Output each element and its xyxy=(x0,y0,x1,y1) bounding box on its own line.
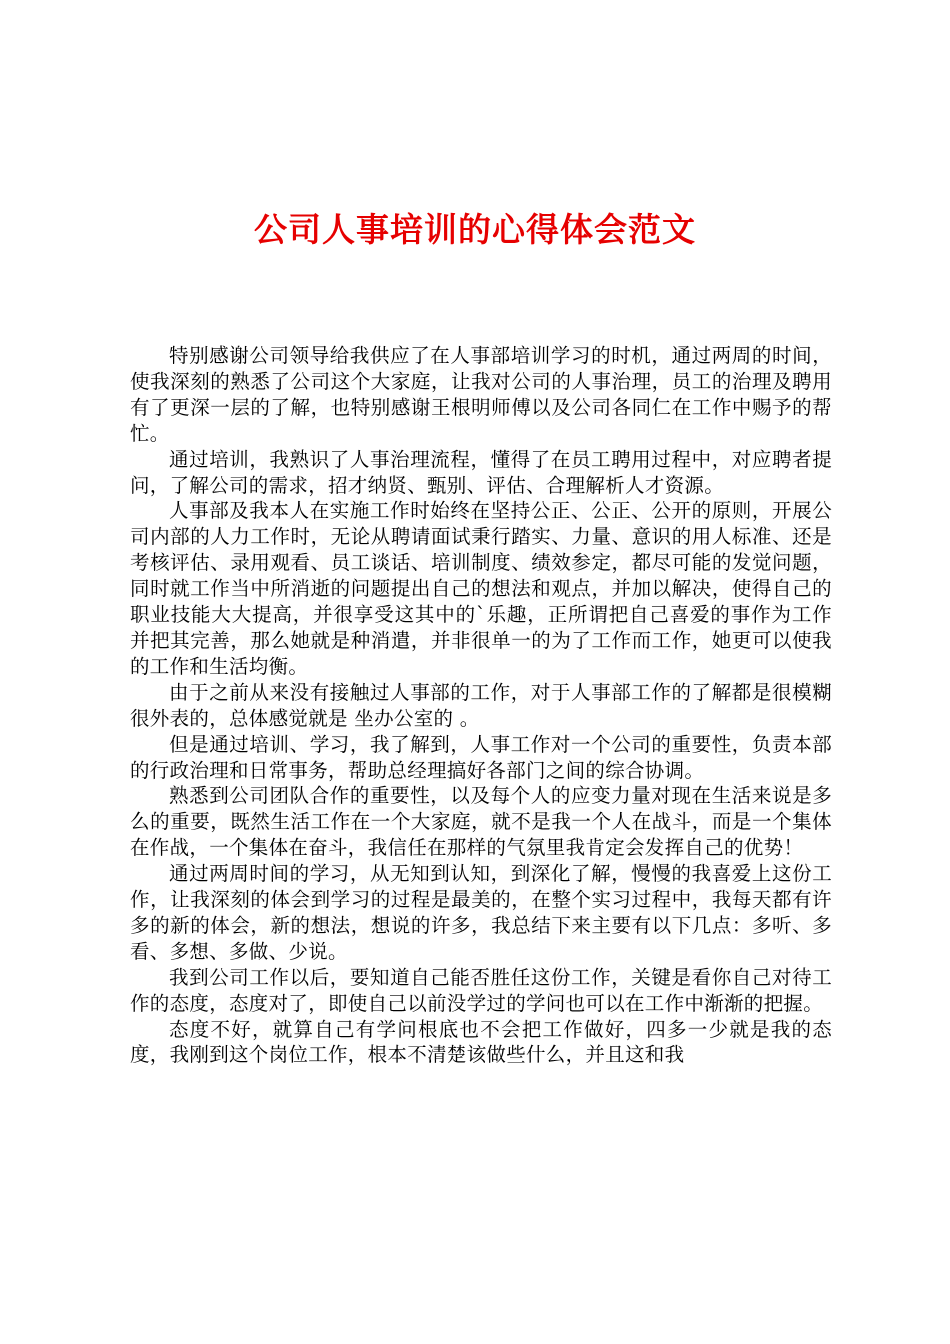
paragraph: 态度不好，就算自己有学问根底也不会把工作做好，四多一少就是我的态度，我刚到这个岗位工作，根本不清楚该做些什么，并且这和我 xyxy=(130,1017,832,1067)
paragraph: 通过培训，我熟识了人事治理流程，懂得了在员工聘用过程中，对应聘者提问，了解公司的需求，招才纳贤、甄别、评估、合理解析人才资源。 xyxy=(130,447,832,497)
paragraph: 熟悉到公司团队合作的重要性，以及每个人的应变力量对现在生活来说是多么的重要，既然生活工作在一个大家庭，就不是我一个人在战斗，而是一个集体在作战，一个集体在奋斗，我信任在那样的气氛里我肯定会发挥自己的优势！ xyxy=(130,784,832,860)
document-body xyxy=(130,343,832,1155)
paragraph: 通过两周时间的学习，从无知到认知，到深化了解，慢慢的我喜爱上这份工作，让我深刻的体会到学习的过程是最美的，在整个实习过程中，我每天都有许多的新的体会，新的想法，想说的许多，我总结下来主要有以下几点：多听、多看、多想、多做、少说。 xyxy=(130,862,832,963)
paragraph: 特别感谢公司领导给我供应了在人事部培训学习的时机，通过两周的时间，使我深刻的熟悉了公司这个大家庭，让我对公司的人事治理，员工的治理及聘用有了更深一层的了解，也特别感谢王根明师傅以及公司各同仁在工作中赐予的帮忙。 xyxy=(130,344,832,445)
paragraph: 但是通过培训、学习，我了解到，人事工作对一个公司的重要性，负责本部的行政治理和日常事务，帮助总经理搞好各部门之间的综合协调。 xyxy=(130,732,832,782)
paragraph: 由于之前从来没有接触过人事部的工作，对于人事部工作的了解都是很模糊很外表的，总体感觉就是 坐办公室的 。 xyxy=(130,680,832,730)
paragraph: 人事部及我本人在实施工作时始终在坚持公正、公正、公开的原则，开展公司内部的人力工作时，无论从聘请面试秉行踏实、力量、意识的用人标准、还是考核评估、录用观看、员工谈话、培训制度、绩效参定，都尽可能的发觉问题，同时就工作当中所消逝的问题提出自己的想法和观点，并加以解决，使得自己的职业技能大大提高，并很享受这其中的`乐趣，正所谓把自己喜爱的事作为工作并把其完善，那么她就是种消遣，并非很单一的为了工作而工作，她更可以使我的工作和生活均衡。 xyxy=(130,499,832,678)
document-title: 公司人事培训的心得体会范文 xyxy=(254,210,696,249)
paragraph: 我到公司工作以后，要知道自己能否胜任这份工作，关键是看你自己对待工作的态度，态度对了，即使自己以前没学过的学问也可以在工作中渐渐的把握。 xyxy=(130,965,832,1015)
